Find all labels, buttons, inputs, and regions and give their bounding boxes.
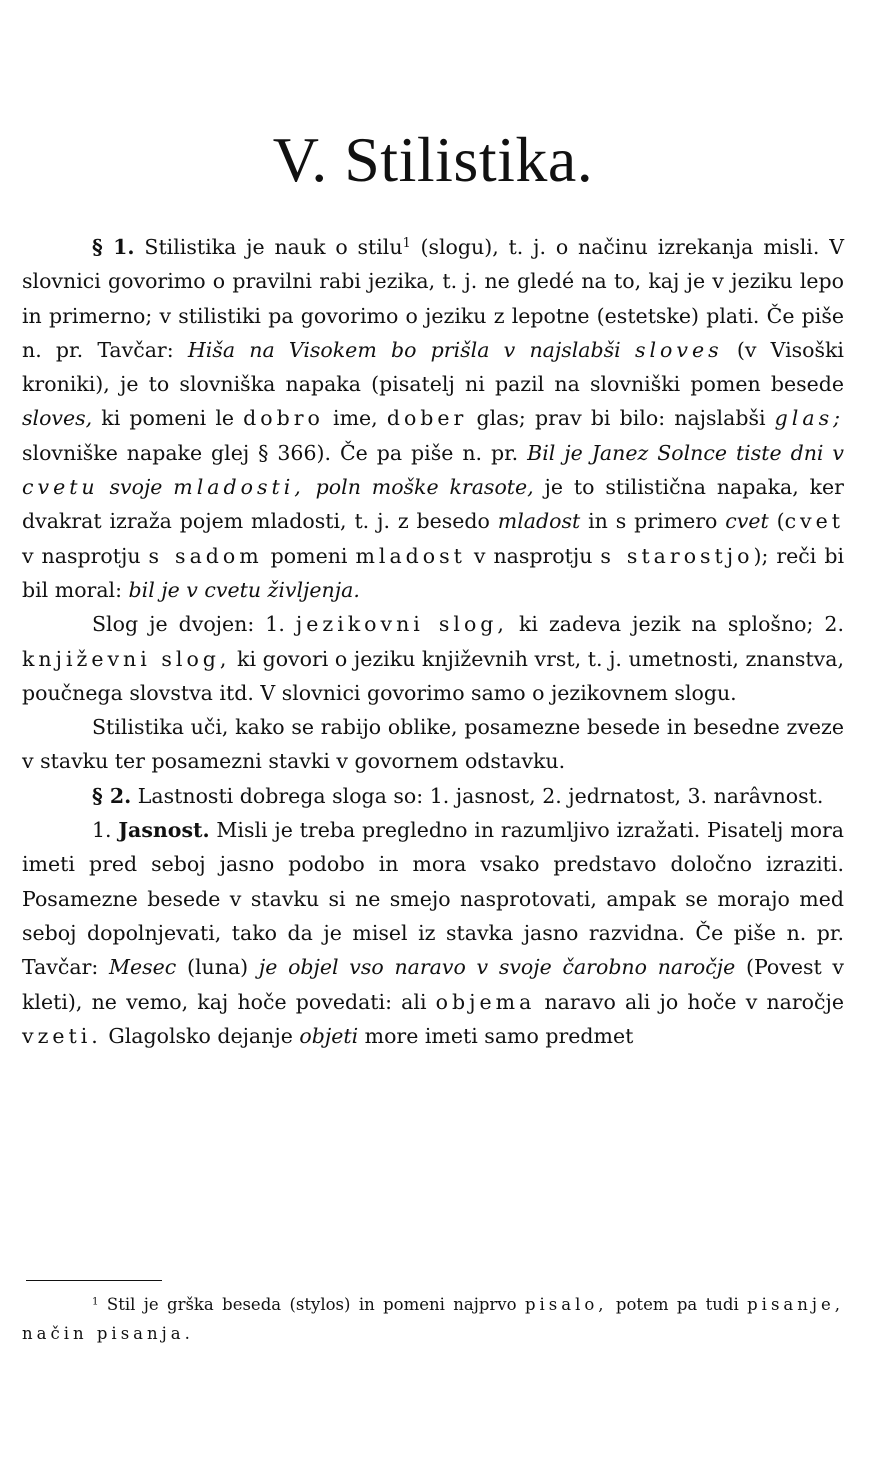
- spaced-word: cvet: [784, 509, 845, 534]
- section-mark: § 2.: [92, 783, 132, 808]
- text-run: slovniške napake glej § 366). Če pa piše n. pr.: [22, 440, 528, 465]
- footnote: [22, 1290, 844, 1348]
- paragraph-slog: [22, 607, 844, 710]
- quote-italic: cvet: [725, 509, 769, 534]
- chapter-title: V. Stilistika.: [272, 124, 594, 195]
- text-run: pomeni: [262, 543, 356, 568]
- footnote-mark: 1: [92, 1296, 99, 1308]
- quote-spaced: sloves: [634, 337, 723, 362]
- spaced-word: pisalo,: [524, 1295, 608, 1314]
- quote-italic: je objel vso naravo v svoje čarobno naročje: [258, 955, 736, 980]
- text-run: ime,: [323, 406, 387, 431]
- text-run: (slogu), t. j. o načinu izrekanja misli. V slovnici govorimo o pravilni rabi jezika, t. j. ne gledé na to, kaj je v jeziku lepo in primerno; v stilistiki pa govorimo o jeziku z lepotne (estetske) plati. Če piše n. pr. Tavčar:: [22, 235, 844, 362]
- text-run: ki pomeni le: [92, 406, 244, 431]
- quote-italic: svoje: [98, 475, 174, 500]
- spaced-word: jezikovni slog,: [295, 612, 508, 637]
- text-run: naravo ali jo hoče v naročje: [535, 989, 844, 1014]
- spaced-word: pisanje, način pisanja.: [22, 1295, 845, 1343]
- quote-spaced: cvetu: [22, 475, 99, 500]
- spaced-word: vzeti.: [22, 1023, 102, 1048]
- text-run: ki zadeva jezik na splošno; 2.: [507, 612, 844, 637]
- body-text: [22, 230, 844, 1053]
- text-run: Stil je grška beseda (stylos) in pomeni najprvo: [98, 1295, 525, 1314]
- quote-italic: sloves,: [22, 406, 93, 431]
- spaced-word: s starostjo: [600, 543, 754, 568]
- quote-italic: Mesec: [109, 955, 177, 980]
- quote-italic: poln moške krasote,: [304, 475, 534, 500]
- quote-italic: mladost: [497, 509, 581, 534]
- item-number: 1.: [92, 818, 119, 843]
- text-run: Stilistika uči, kako se rabijo oblike, posamezne besede in besedne zveze v stavku ter posamezni stavki v govornem odstavku.: [22, 715, 844, 774]
- footnote-divider: [26, 1280, 162, 1281]
- text-run: v nasprotju: [22, 543, 149, 568]
- paragraph-section-1: [22, 230, 844, 607]
- section-mark: § 1.: [92, 235, 135, 259]
- text-run: potem pa tudi: [607, 1295, 748, 1314]
- text-run: (v Visoški kroniki), je to slovniška napaka (pisatelj ni pazil na slovniški pomen besede: [22, 337, 844, 397]
- footnote-reference: 1: [402, 235, 411, 251]
- spaced-word: dobro: [243, 406, 324, 431]
- text-run: more imeti samo predmet: [358, 1023, 634, 1048]
- quote-spaced: glas;: [774, 406, 844, 431]
- quote-italic: objeti: [299, 1023, 359, 1048]
- inline-heading: Jasnost.: [118, 818, 210, 843]
- paragraph-jasnost: [22, 813, 844, 1053]
- text-run: (luna): [176, 955, 259, 980]
- text-run: (Povest v kleti), ne vemo, kaj hoče povedati: ali: [22, 955, 845, 1014]
- text-run: Glagolsko dejanje: [101, 1023, 300, 1048]
- spaced-word: s sadom: [148, 543, 263, 568]
- paragraph-section-2: [22, 779, 844, 813]
- text-run: ki govori o jeziku književnih vrst, t. j. umetnosti, znanstva, poučnega slovstva itd. V slovnici govorimo samo o jezikovnem slogu.: [22, 646, 844, 705]
- quote-italic: bil je v cvetu življenja.: [128, 577, 360, 602]
- footnote-text: [22, 1290, 844, 1348]
- spaced-word: mladost: [355, 543, 466, 568]
- quote-italic: Bil je Janez Solnce tiste dni v: [527, 440, 844, 465]
- text-run: je to stilistična napaka, ker dvakrat izraža pojem mladosti, t. j. z besedo: [22, 475, 844, 534]
- text-run: Misli je treba pregledno in razumljivo izražati. Pisatelj mora imeti pred seboj jasno podobo in mora vsako predstavo določno izraziti. Posamezne besede v stavku si ne smejo nasprotovati, ampak se morajo med seboj dopolnjevati, tako da je misel iz stavka jasno razvidna. Če piše n. pr. Tavčar:: [22, 818, 844, 980]
- spaced-word: književni slog,: [22, 646, 231, 671]
- text-run: Lastnosti dobrega sloga so: 1. jasnost, 2. jedrnatost, 3. narâvnost.: [131, 783, 824, 808]
- quote-spaced: mladosti,: [173, 475, 305, 500]
- text-run: glas; prav bi bilo: najslabši: [467, 406, 775, 431]
- text-run: (: [768, 509, 785, 534]
- text-run: v nasprotju: [465, 543, 601, 568]
- text-run: Stilistika je nauk o stilu: [134, 235, 403, 259]
- text-run: ); reči bi bil moral:: [22, 543, 845, 602]
- book-page: [22, 0, 844, 1484]
- spaced-word: dober: [386, 406, 468, 431]
- text-run: in s primero: [580, 509, 726, 534]
- paragraph-stilistika: [22, 710, 844, 779]
- quote-italic: Hiša na Visokem bo prišla v najslabši: [187, 337, 635, 362]
- text-run: Slog je dvojen: 1.: [92, 612, 296, 637]
- spaced-word: objema: [435, 989, 536, 1014]
